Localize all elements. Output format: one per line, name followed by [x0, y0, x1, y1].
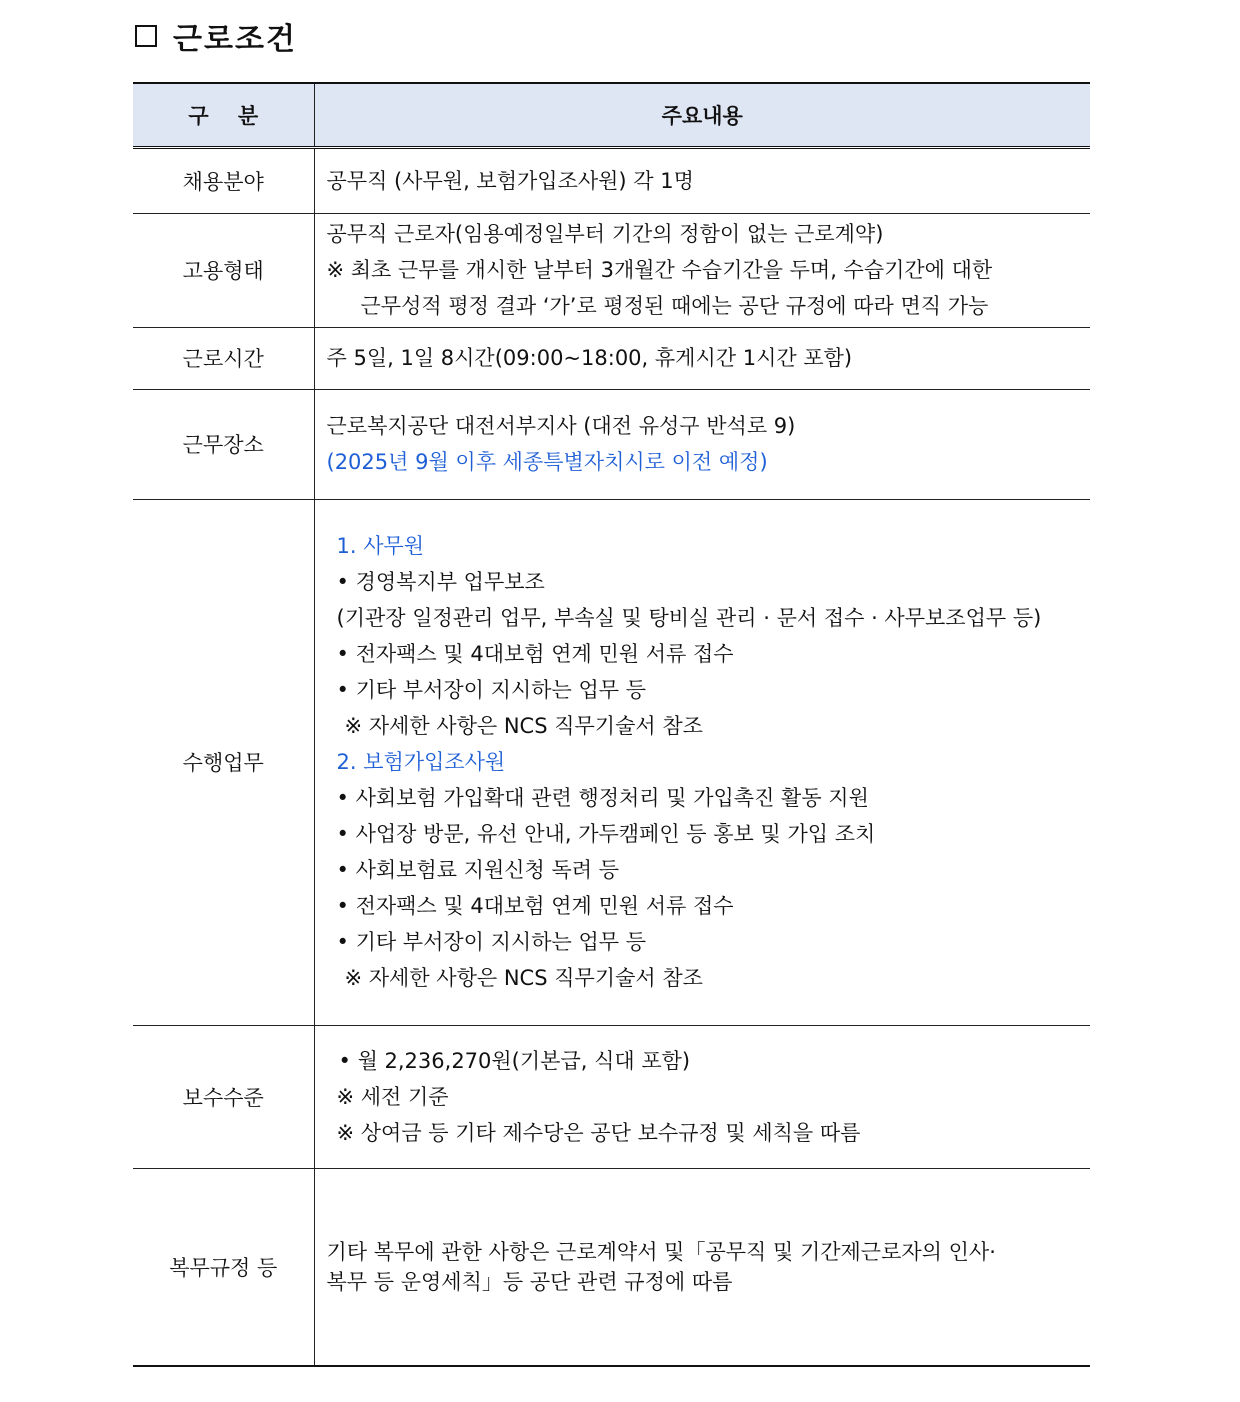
list-item: • 전자팩스 및 4대보험 연계 민원 서류 접수: [337, 636, 1091, 672]
employment-line: 근무성적 평정 결과 ‘가’로 평정된 때에는 공단 규정에 따라 면직 가능: [360, 294, 989, 318]
field-content: 공무직 (사무원, 보험가입조사원) 각 1명: [326, 168, 694, 193]
hours-content: 주 5일, 1일 8시간(09:00~18:00, 휴게시간 1시간 포함): [326, 346, 853, 370]
surveyor-title: 2. 보험가입조사원: [336, 750, 506, 774]
list-item: • 사업장 방문, 유선 안내, 가두캠페인 등 홍보 및 가입 조치: [337, 816, 1091, 852]
list-item: • 기타 부서장이 지시하는 업무 등: [337, 672, 1091, 708]
checkbox-square-icon: [135, 25, 157, 47]
row-label-hours: 근로시간: [133, 327, 314, 389]
row-content-hours: [314, 327, 1090, 389]
row-label-field: 채용분야: [133, 147, 314, 213]
list-item: ※ 자세한 사항은 NCS 직무기술서 참조: [344, 714, 703, 738]
table-row: [133, 147, 1090, 213]
pay-line: ※ 상여금 등 기타 제수당은 공단 보수규정 및 세칙을 따름: [336, 1120, 861, 1145]
rules-line: 기타 복무에 관한 사항은 근로계약서 및「공무직 및 기간제근로자의 인사·: [326, 1239, 996, 1264]
list-item: • 사회보험료 지원신청 독려 등: [337, 852, 1091, 888]
row-label-pay: 보수수준: [133, 1025, 314, 1168]
location-line: 근로복지공단 대전서부지사 (대전 유성구 반석로 9): [326, 414, 796, 438]
employment-line: 공무직 근로자(임용예정일부터 기간의 정함이 없는 근로계약): [326, 222, 884, 246]
location-relocation-note: (2025년 9월 이후 세종특별자치시로 이전 예정): [326, 450, 768, 474]
pay-line: • 월 2,236,270원(기본급, 식대 포함): [337, 1043, 1091, 1079]
row-content-location: [314, 389, 1090, 499]
table-row: [133, 389, 1090, 499]
list-item: • 기타 부서장이 지시하는 업무 등: [337, 924, 1091, 960]
table-row: [133, 1025, 1090, 1168]
section-title-text: 근로조건: [173, 22, 297, 57]
list-item: • 전자팩스 및 4대보험 연계 민원 서류 접수: [337, 888, 1091, 924]
list-item: • 경영복지부 업무보조: [337, 564, 1091, 600]
table-row: [133, 499, 1090, 1025]
list-item: • 사회보험 가입확대 관련 행정처리 및 가입촉진 활동 지원: [337, 780, 1091, 816]
section-title: [135, 14, 297, 58]
working-conditions-table: [133, 82, 1090, 1367]
table-row: [133, 327, 1090, 389]
rules-line: 복무 등 운영세칙」등 공단 관련 규정에 따름: [326, 1269, 733, 1294]
row-label-employment: 고용형태: [133, 213, 314, 327]
row-label-rules: 복무규정 등: [133, 1168, 314, 1366]
list-item: (기관장 일정관리 업무, 부속실 및 탕비실 관리 · 문서 접수 · 사무보조업무 등): [336, 606, 1042, 630]
row-content-duties: [314, 499, 1090, 1025]
list-item: ※ 자세한 사항은 NCS 직무기술서 참조: [344, 966, 703, 990]
row-content-pay: [314, 1025, 1090, 1168]
table-row: [133, 213, 1090, 327]
header-main-content: 주요내용: [314, 83, 1090, 147]
row-content-rules: [314, 1168, 1090, 1366]
table-header-row: [133, 83, 1090, 147]
table-row: [133, 1168, 1090, 1366]
row-label-duties: 수행업무: [133, 499, 314, 1025]
row-content-employment: [314, 213, 1090, 327]
clerk-title: 1. 사무원: [336, 534, 425, 558]
row-content-field: [314, 147, 1090, 213]
row-label-location: 근무장소: [133, 389, 314, 499]
pay-line: ※ 세전 기준: [336, 1084, 449, 1109]
employment-line: ※ 최초 근무를 개시한 날부터 3개월간 수습기간을 두며, 수습기간에 대한: [326, 258, 993, 282]
header-category: 구 분: [133, 83, 314, 147]
